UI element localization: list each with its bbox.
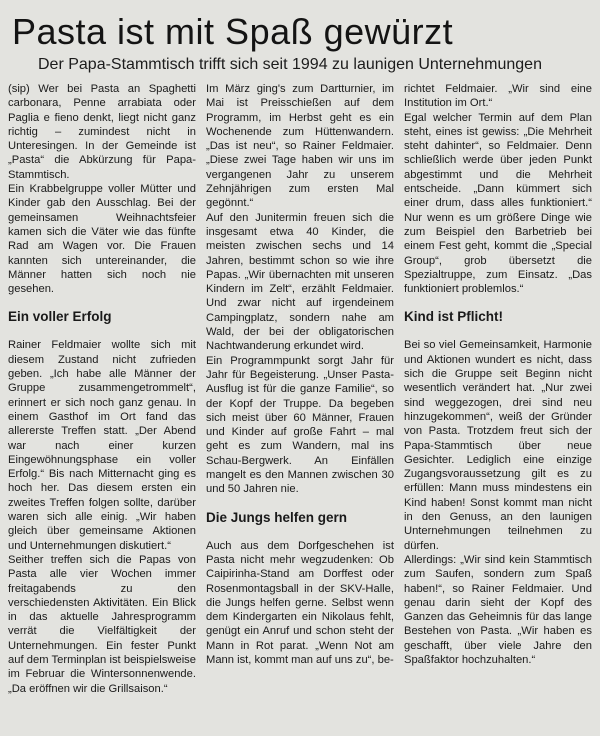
paragraph: Allerdings: „Wir sind kein Stammtisch zum Saufen, sondern zum Spaß haben!“, so Rainer Feldmaier. Und genau darin sieht der Kopf des Ganzen das Geheimnis für das lange Bestehen von Pasta. „Wir haben es geschafft, über viele Jahre den Spaßfaktor hochzuhalten.“ — [404, 553, 592, 666]
paragraph: Seither treffen sich die Papas von Pasta alle vier Wochen immer freitagabends zu den verschiedensten Aktivitäten. Ein Blick in das aktuelle Jahresprogramm verrät die Vielfältigkeit der Unternehmungen. Ein fester Punkt auf dem Terminplan ist beispielsweise im Februar die Wintersonnenwende. „Da eröffnen wir die Grillsaison.“ — [8, 553, 196, 695]
paragraph: Egal welcher Termin auf dem Plan steht, eines ist gewiss: „Die Mehrheit steht dahinter“, so Feldmaier. Denn schließlich werde über jeden Punkt abgestimmt und die Mehrheit entscheide. „Dann kümmert sich einer drum, dass alles funktioniert.“ Nur wenn es um größere Dinge wie zum Beispiel den Barbetrieb bei einem Fest geht, kommt die „Special Group“, grob übersetzt die Spezialtruppe, zum Einsatz. „Das funktioniert problemlos.“ — [404, 111, 592, 296]
paragraph: Bei so viel Gemeinsamkeit, Harmonie und Aktionen wundert es nicht, dass sich die Gruppe seit Beginn nicht wesentlich verändert hat. „Nur zwei sind weggezogen, drei sind neu hinzugekommen“, weiß der Gründer von Pasta. Trotzdem freut sich der Papa-Stammtisch über neue Gesichter. Lediglich eine einzige Zugangsvoraussetzung gilt es zu erfüllen: Mann muss mindestens ein Kind haben! Sonst kommt man nicht in den Genuss, an den launigen Unternehmungen teilnehmen zu dürfen. — [404, 339, 592, 552]
paragraph: Auf den Junitermin freuen sich die insgesamt etwa 40 Kinder, die meisten zwischen sechs und 14 Jahren, bestimmt schon so wie ihre Papas. „Wir übernachten mit unseren Kindern im Zelt“, erzählt Feldmaier. Und zwar nicht auf irgendeinem Campingplatz, sondern nahe am Wald, der bei der obligatorischen Nachtwanderung erkundet wird. — [206, 211, 394, 353]
column-2 — [206, 82, 394, 696]
column-1 — [8, 82, 196, 696]
paragraph: Auch aus dem Dorfgeschehen ist Pasta nicht mehr wegzudenken: Ob Caipirinha-Stand am Dorffest oder Rosenmontagsball in der SKV-Halle, die Jungs helfen gerne. Selbst wenn dem Kindergarten ein Nikolaus fehlt, genügt ein Anruf und schon steht der Mann in Rot parat. „Wenn Not am Mann ist, kommt man auf uns zu“, be- — [206, 539, 394, 666]
section-heading: Die Jungs helfen gern — [206, 509, 348, 525]
section-heading: Ein voller Erfolg — [8, 309, 112, 325]
article-columns — [8, 82, 592, 696]
subheadline: Der Papa-Stammtisch trifft sich seit 1994 zu launigen Unternehmungen — [38, 56, 542, 73]
paragraph: Ein Krabbelgruppe voller Mütter und Kinder gab den Ausschlag. Bei der gemeinsamen Weihnachtsfeier kamen sich die Väter wie das fünfte Rad am Wagen vor. Die Frauen kannten sich untereinander, die Männer hatten sich noch nie gesehen. — [8, 183, 196, 296]
paragraph: Ein Programmpunkt sorgt Jahr für Jahr für Begeisterung. „Unser Pasta-Ausflug ist für die ganze Familie“, so der Kopf der Truppe. Da begeben sich meist über 60 Männer, Frauen und Kinder auf große Fahrt – mal geht es zum Wandern, mal ins Schau-Bergwerk. An Einfällen mangelt es den Mannen zwischen 30 und 50 Jahren nie. — [206, 354, 394, 496]
paragraph: Im März ging's zum Dartturnier, im Mai ist Preisschießen auf dem Programm, im Herbst geht es ein Wochenende zum Hüttenwandern. „Das ist neu“, so Rainer Feldmaier. „Diese zwei Tage haben wir uns im vergangenen Jahr zu unserem Zehnjährigen zum ersten Mal gegönnt.“ — [206, 83, 394, 210]
column-3 — [404, 82, 592, 696]
paragraph: (sip) Wer bei Pasta an Spaghetti carbonara, Penne arrabiata oder Paglia e fieno denkt, liegt nicht ganz richtig – zumindest nicht in Unteresingen. In der Gemeinde ist „Pasta“ die Abkürzung für Papa-Stammtisch. — [8, 83, 196, 181]
headline: Pasta ist mit Spaß gewürzt — [12, 11, 454, 52]
paragraph: richtet Feldmaier. „Wir sind eine Institution im Ort.“ — [404, 83, 592, 110]
section-heading: Kind ist Pflicht! — [404, 309, 503, 325]
paragraph: Rainer Feldmaier wollte sich mit diesem Zustand nicht zufrieden geben. „Ich habe alle Männer der Gruppe zusammengetrommelt“, erinnert er sich noch ganz genau. In einem Gasthof im Ort fand das allererste Treffen statt. „Der Abend war nach einer kurzen Eingewöhnungsphase ein voller Erfolg.“ Bis nach Mitternacht ging es hoch her. Das diesem ersten ein zweites Treffen folgen sollte, darüber waren sich alle einig. „Wir haben gleich über gemeinsame Aktionen und Unternehmungen diskutiert.“ — [8, 339, 196, 552]
